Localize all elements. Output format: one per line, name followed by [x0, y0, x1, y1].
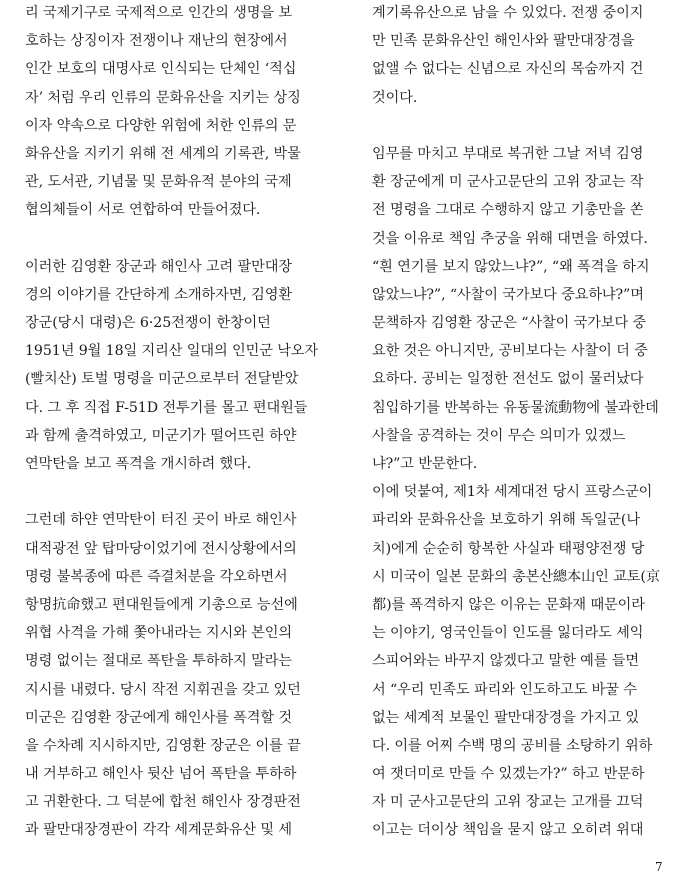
text-line: 리 국제기구로 국제적으로 인간의 생명을 보	[25, 5, 292, 21]
text-line: 것이다.	[372, 89, 418, 106]
text-line: 협의체들이 서로 연합하여 만들어졌다.	[25, 202, 261, 219]
text-line: 과 함께 출격하였고, 미군기가 떨어뜨린 하얀	[25, 427, 297, 444]
text-line: 없는 세계적 보물인 팔만대장경을 가지고 있	[372, 709, 639, 726]
text-line: 침입하기를 반복하는 유동물流動物에 불과한데	[372, 399, 659, 416]
text-line: 는 이야기, 영국인들이 인도를 잃더라도 셰익	[372, 625, 644, 642]
page-number: 7	[655, 860, 663, 874]
paragraph-1	[25, 0, 323, 225]
text-line: 이에 덧붙여, 제1차 세계대전 당시 프랑스군이	[372, 484, 653, 501]
text-line: 요한 것은 아니지만, 공비보다는 사찰이 더 중	[372, 343, 648, 360]
text-line: 냐?”고 반문한다.	[372, 456, 478, 472]
paragraph-5	[372, 140, 670, 478]
text-line: 계기록유산으로 남을 수 있었다. 전쟁 중이지	[372, 5, 644, 21]
text-line: 서 “우리 민족도 파리와 인도하고도 바꿀 수	[372, 681, 637, 698]
paragraph-gap	[372, 112, 670, 140]
text-line: 이자 약속으로 다양한 위험에 처한 인류의 문	[25, 117, 297, 134]
text-line: 을 수차례 지시하지만, 김영환 장군은 이를 끝	[25, 737, 301, 754]
text-line: 환 장군에게 미 군사고문단의 고위 장교는 작	[372, 174, 644, 191]
text-line: 都)를 폭격하지 않은 이유는 문화재 때문이라	[372, 596, 645, 613]
text-line: 이러한 김영환 장군과 해인사 고려 팔만대장	[25, 258, 292, 275]
text-line: 인간 보호의 대명사로 인식되는 단체인 ‘적십	[25, 61, 297, 78]
text-line: 임무를 마치고 부대로 복귀한 그날 저녁 김영	[372, 145, 644, 162]
paragraph-4	[372, 0, 670, 112]
text-line: 시 미국이 일본 문화의 총본산總本山인 교토(京	[372, 568, 660, 585]
text-line: 1951년 9월 18일 지리산 일대의 인민군 낙오자	[25, 343, 319, 360]
text-line: 호하는 상징이자 전쟁이나 재난의 현장에서	[25, 33, 288, 50]
text-line: 여 잿더미로 만들 수 있겠는가?” 하고 반문하	[372, 766, 645, 783]
text-line: 이고는 더이상 책임을 묻지 않고 오히려 위대	[372, 822, 644, 839]
text-line: 장군(당시 대령)은 6·25전쟁이 한창이던	[25, 315, 271, 332]
text-line: 고 귀환한다. 그 덕분에 합천 해인사 장경판전	[25, 794, 301, 811]
text-line: 미군은 김영환 장군에게 해인사를 폭격할 것	[25, 709, 292, 726]
text-line: 만 민족 문화유산인 해인사와 팔만대장경을	[372, 33, 635, 50]
text-line: 없앨 수 없다는 신념으로 자신의 목숨까지 건	[372, 61, 644, 78]
text-line: 연막탄을 보고 폭격을 개시하려 했다.	[25, 456, 252, 472]
text-line: 화유산을 지키기 위해 전 세계의 기록관, 박물	[25, 145, 301, 162]
text-line: 명령 불복종에 따른 즉결처분을 각오하면서	[25, 568, 288, 585]
text-line: 요하다. 공비는 일정한 전선도 없이 물러났다	[372, 371, 644, 388]
text-line: 지시를 내렸다. 당시 작전 지휘권을 갖고 있던	[25, 681, 301, 698]
paragraph-3	[25, 506, 323, 844]
paragraph-gap	[25, 478, 323, 506]
text-line: 치)에게 순순히 항복한 사실과 태평양전쟁 당	[372, 540, 645, 557]
text-line: 전 명령을 그대로 수행하지 않고 기총만을 쏜	[372, 202, 644, 219]
text-line: 문책하자 김영환 장군은 “사찰이 국가보다 중	[372, 315, 647, 332]
text-line: 대적광전 앞 탑마당이었기에 전시상황에서의	[25, 540, 297, 557]
text-line: “흰 연기를 보지 않았느냐?”, “왜 폭격을 하지	[372, 258, 650, 275]
text-line: 다. 이를 어찌 수백 명의 공비를 소탕하기 위하	[372, 737, 653, 754]
text-line: 명령 없이는 절대로 폭탄을 투하하지 말라는	[25, 653, 292, 670]
text-line: 파리와 문화유산을 보호하기 위해 독일군(나	[372, 512, 640, 529]
left-column	[25, 0, 323, 845]
text-line: 위협 사격을 가해 쫓아내라는 지시와 본인의	[25, 625, 292, 642]
text-line: 자 미 군사고문단의 고위 장교는 고개를 끄덕	[372, 794, 644, 811]
paragraph-6	[372, 478, 670, 844]
text-line: 내 거부하고 해인사 뒷산 넘어 폭탄을 투하하	[25, 766, 297, 783]
text-line: 스피어와는 바꾸지 않겠다고 말한 예를 들면	[372, 653, 639, 670]
right-column	[372, 0, 670, 845]
paragraph-gap	[25, 225, 323, 253]
text-line: 항명抗命했고 편대원들에게 기총으로 능선에	[25, 596, 298, 613]
text-line: 경의 이야기를 간단하게 소개하자면, 김영환	[25, 286, 292, 303]
text-line: 것을 이유로 책임 추궁을 위해 대면을 하였다.	[372, 230, 648, 247]
text-line: 않았느냐?”, “사찰이 국가보다 중요하냐?”며	[372, 286, 644, 303]
text-line: 과 팔만대장경판이 각각 세계문화유산 및 세	[25, 822, 292, 839]
text-line: 다. 그 후 직접 F-51D 전투기를 몰고 편대원들	[25, 399, 308, 416]
paragraph-2	[25, 253, 323, 479]
text-line: 그런데 하얀 연막탄이 터진 곳이 바로 해인사	[25, 512, 297, 529]
text-line: 사찰을 공격하는 것이 무슨 의미가 있겠느	[372, 427, 626, 444]
text-line: (빨치산) 토벌 명령을 미군으로부터 전달받았	[25, 371, 299, 388]
text-line: 관, 도서관, 기념물 및 문화유적 분야의 국제	[25, 174, 292, 191]
text-line: 자’ 처럼 우리 인류의 문화유산을 지키는 상징	[25, 89, 301, 106]
